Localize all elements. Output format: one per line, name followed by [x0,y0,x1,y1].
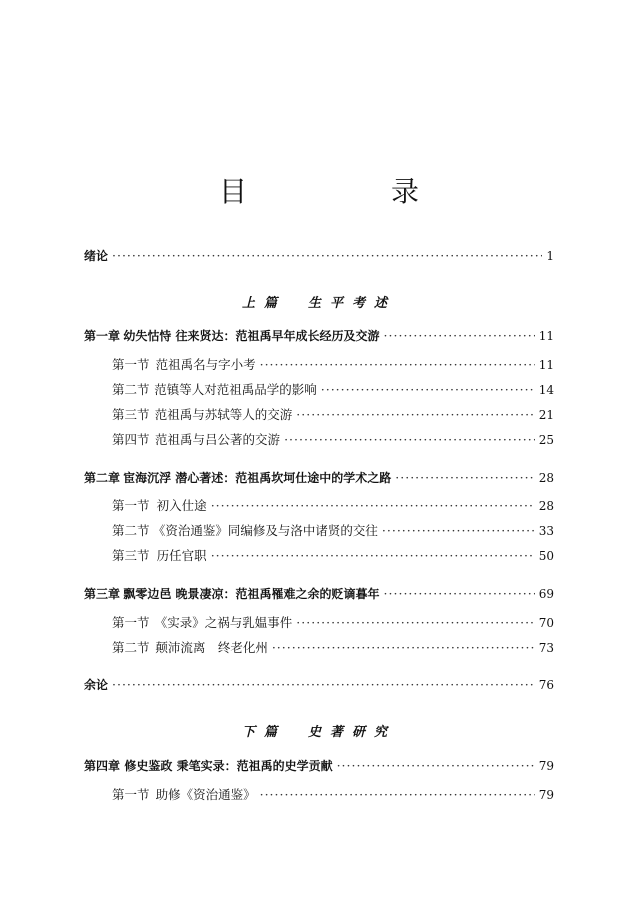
leader-dots [272,639,535,657]
section-title: 助修《资治通鉴》 [155,787,256,802]
leader-dots [260,786,535,804]
section-number: 第一节 [112,498,150,513]
chapter-title: 修史鉴政 秉笔实录：范祖禹的史学贡献 [124,759,333,773]
leader-dots [211,497,535,515]
entry-label: 余论 [84,678,109,692]
section-number: 第三节 [112,407,150,422]
leader-dots [337,757,535,775]
page-number: 28 [538,471,554,485]
chapter-number: 第四章 [84,759,121,773]
toc-entry-section[interactable] [112,431,554,449]
toc-entry-section[interactable] [112,639,554,657]
section-title: 范祖禹与苏轼等人的交游 [154,407,293,422]
section-title: 初入仕途 [156,498,207,513]
page-number: 1 [546,249,554,263]
page-number: 25 [538,433,554,447]
toc-entry-section[interactable] [112,497,554,515]
page-number: 79 [538,759,554,773]
section-number: 第四节 [112,432,150,447]
page-number: 76 [538,678,554,692]
page-number: 11 [538,329,554,343]
leader-dots [384,327,535,345]
part-heading-2: 下篇 史著研究 [241,725,396,740]
chapter-number: 第一章 [84,329,121,343]
chapter-title: 宦海沉浮 潜心著述：范祖禹坎坷仕途中的学术之路 [123,471,392,485]
toc-entry-outro[interactable] [84,676,554,694]
section-title: 《资治通鉴》同编修及与洛中诸贤的交往 [152,523,378,538]
entry-label: 绪论 [84,249,109,263]
toc-entry-chapter-4[interactable] [84,757,554,775]
section-title: 颠沛流离 终老化州 [155,640,268,655]
toc-entry-section[interactable] [112,356,554,374]
section-number: 第二节 [112,523,150,538]
chapter-title: 飘零边邑 晚景凄凉：范祖禹罹难之余的贬谪暮年 [123,587,380,601]
page-number: 14 [538,383,554,397]
leader-dots [296,406,534,424]
toc-entry-section[interactable] [112,547,554,565]
section-title: 历任官职 [156,548,207,563]
page-number: 70 [538,616,554,630]
leader-dots [384,585,535,603]
page-number: 33 [538,524,554,538]
leader-dots [112,676,535,694]
toc-entry-section[interactable] [112,522,554,540]
chapter-number: 第二章 [84,471,121,485]
section-number: 第一节 [112,357,150,372]
chapter-title: 幼失怙恃 往来贤达：范祖禹早年成长经历及交游 [123,329,380,343]
chapter-number: 第三章 [84,587,121,601]
page-number: 21 [538,408,554,422]
page-number: 28 [538,499,554,513]
toc-entry-chapter-2[interactable] [84,469,554,487]
leader-dots [211,547,535,565]
section-number: 第一节 [112,615,150,630]
toc-entry-chapter-3[interactable] [84,585,554,603]
leader-dots [260,356,535,374]
toc-entry-section[interactable] [112,381,554,399]
leader-dots [395,469,534,487]
section-number: 第一节 [112,787,150,802]
part-heading-1: 上篇 生平考述 [241,296,396,311]
leader-dots [296,614,534,632]
toc-entry-intro[interactable] [84,247,554,265]
page-number: 50 [538,549,554,563]
toc-entry-chapter-1[interactable] [84,327,554,345]
section-title: 范镇等人对范祖禹品学的影响 [154,382,317,397]
page-title: 目 录 [218,175,477,208]
page-number: 79 [538,788,554,802]
page-number: 11 [538,358,554,372]
page-number: 73 [538,641,554,655]
leader-dots [112,247,542,265]
toc-entry-section[interactable] [112,614,554,632]
toc-entry-section[interactable] [112,406,554,424]
leader-dots [284,431,535,449]
section-number: 第二节 [112,640,150,655]
leader-dots [382,522,535,540]
section-title: 《实录》之祸与乳媪事件 [154,615,293,630]
toc-entry-section[interactable] [112,786,554,804]
section-title: 范祖禹名与字小考 [155,357,256,372]
section-number: 第二节 [112,382,150,397]
section-title: 范祖禹与吕公著的交游 [155,432,281,447]
leader-dots [321,381,535,399]
section-number: 第三节 [112,548,150,563]
page-number: 69 [538,587,554,601]
